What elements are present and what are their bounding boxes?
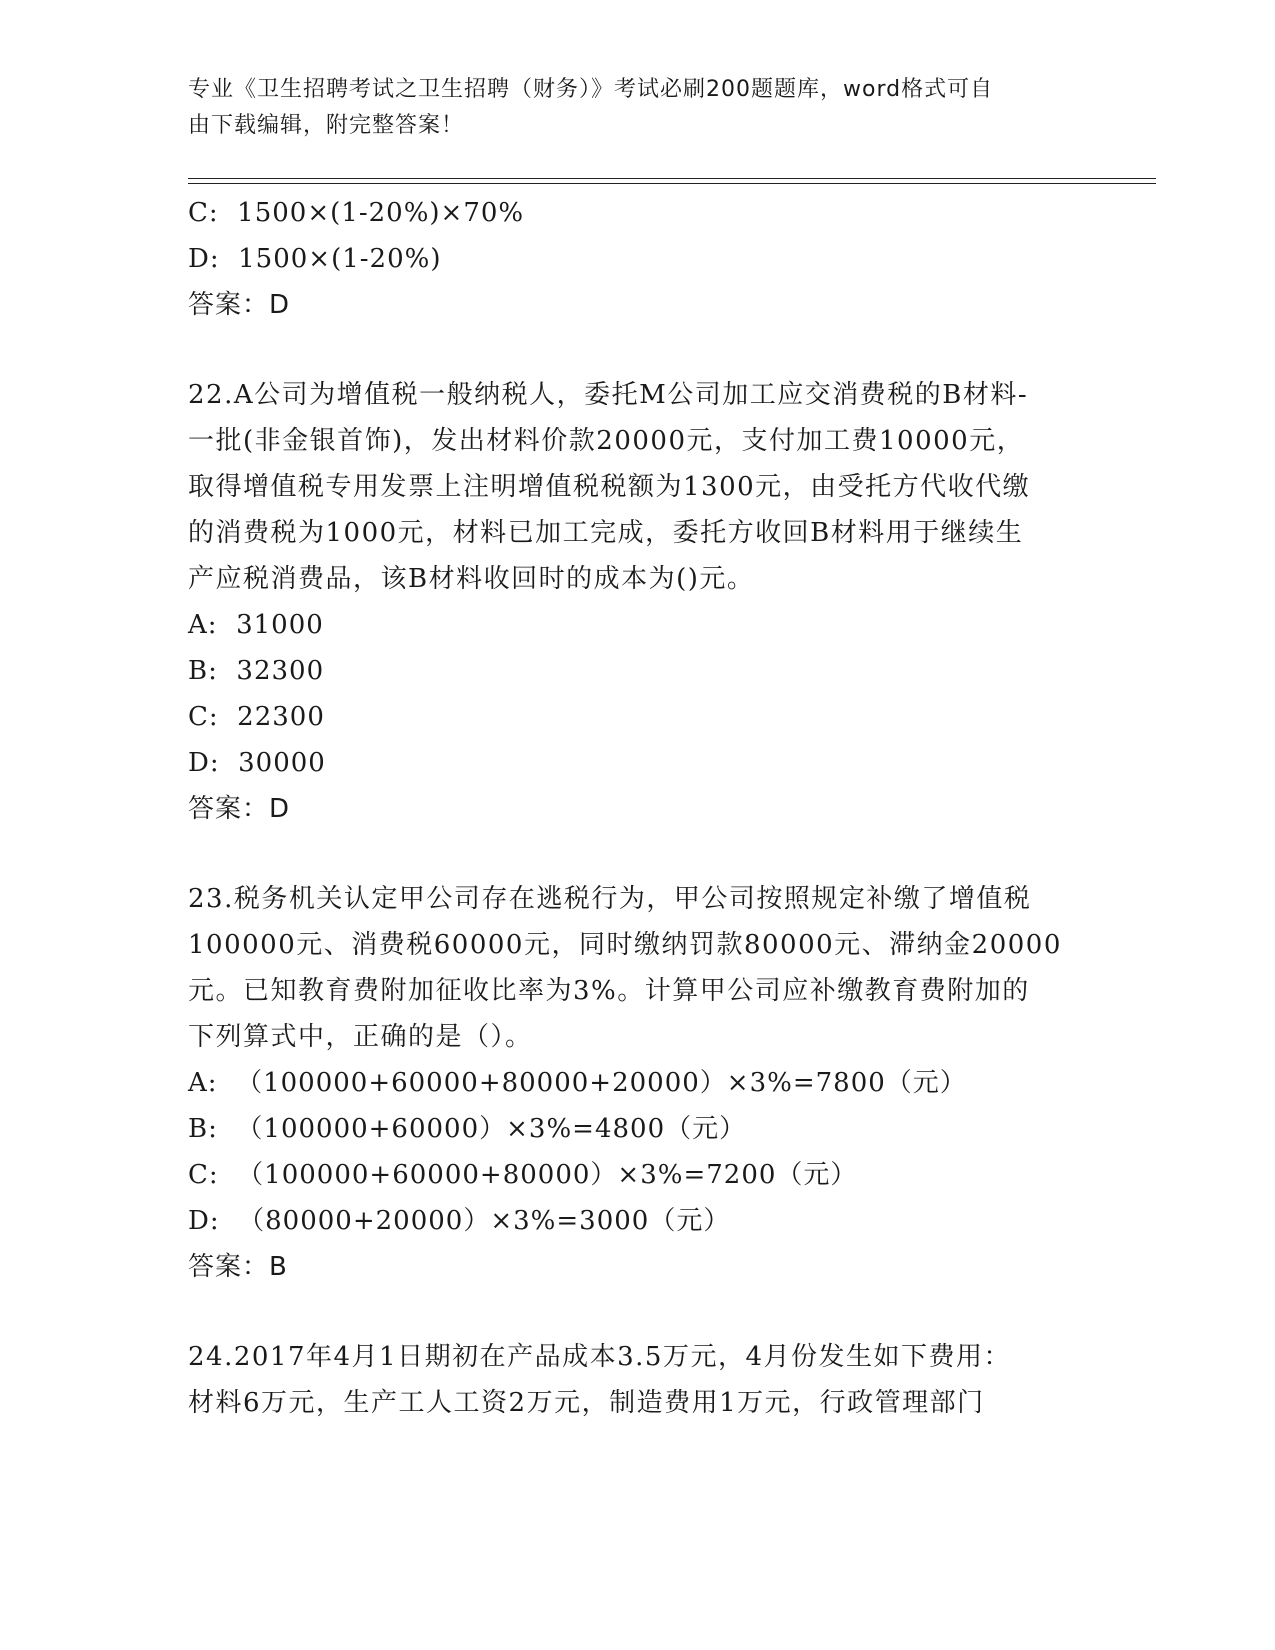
option-b: B: 32300 xyxy=(188,656,325,686)
question-stem-line: 100000元、消费税60000元，同时缴纳罚款80000元、滞纳金20000 xyxy=(188,930,1062,960)
option-a: A: （100000+60000+80000+20000）×3%=7800（元） xyxy=(188,1068,967,1098)
question-stem-line: 一批(非金银首饰)，发出材料价款20000元，支付加工费10000元， xyxy=(188,426,1025,456)
question-22 xyxy=(188,372,1088,832)
option-d: D: 1500×(1-20%) xyxy=(188,244,442,274)
question-23 xyxy=(188,876,1088,1290)
header-divider-bottom xyxy=(188,183,1156,184)
question-stem-line: 产应税消费品，该B材料收回时的成本为()元。 xyxy=(188,564,755,594)
previous-question xyxy=(188,190,1088,328)
header-divider-top xyxy=(188,178,1156,179)
answer-line: 答案：D xyxy=(188,290,291,320)
option-a: A: 31000 xyxy=(188,610,324,640)
option-b: B: （100000+60000）×3%=4800（元） xyxy=(188,1114,747,1144)
option-c: C: （100000+60000+80000）×3%=7200（元） xyxy=(188,1160,858,1190)
option-c: C: 22300 xyxy=(188,702,325,732)
header-line-1: 专业《卫生招聘考试之卫生招聘（财务）》考试必刷200题题库，word格式可自 xyxy=(188,77,994,102)
document-header xyxy=(188,72,1068,144)
answer-line: 答案：B xyxy=(188,1252,288,1282)
question-stem-line: 元。已知教育费附加征收比率为3%。计算甲公司应补缴教育费附加的 xyxy=(188,976,1030,1006)
option-c: C: 1500×(1-20%)×70% xyxy=(188,198,525,228)
header-line-2: 由下载编辑，附完整答案！ xyxy=(188,113,465,138)
question-stem-line: 下列算式中，正确的是（）。 xyxy=(188,1022,533,1052)
question-stem-line: 24.2017年4月1日期初在产品成本3.5万元，4月份发生如下费用： xyxy=(188,1342,1011,1372)
document-body xyxy=(188,190,1088,1426)
question-stem-line: 23.税务机关认定甲公司存在逃税行为，甲公司按照规定补缴了增值税 xyxy=(188,884,1032,914)
option-d: D: 30000 xyxy=(188,748,326,778)
question-stem-line: 的消费税为1000元，材料已加工完成，委托方收回B材料用于继续生 xyxy=(188,518,1024,548)
option-d: D: （80000+20000）×3%=3000（元） xyxy=(188,1206,731,1236)
question-stem-line: 22.A公司为增值税一般纳税人，委托M公司加工应交消费税的B材料- xyxy=(188,380,1029,410)
question-24 xyxy=(188,1334,1088,1426)
question-stem-line: 取得增值税专用发票上注明增值税税额为1300元，由受托方代收代缴 xyxy=(188,472,1031,502)
question-stem-line: 材料6万元，生产工人工资2万元，制造费用1万元，行政管理部门 xyxy=(188,1388,985,1418)
answer-line: 答案：D xyxy=(188,794,291,824)
